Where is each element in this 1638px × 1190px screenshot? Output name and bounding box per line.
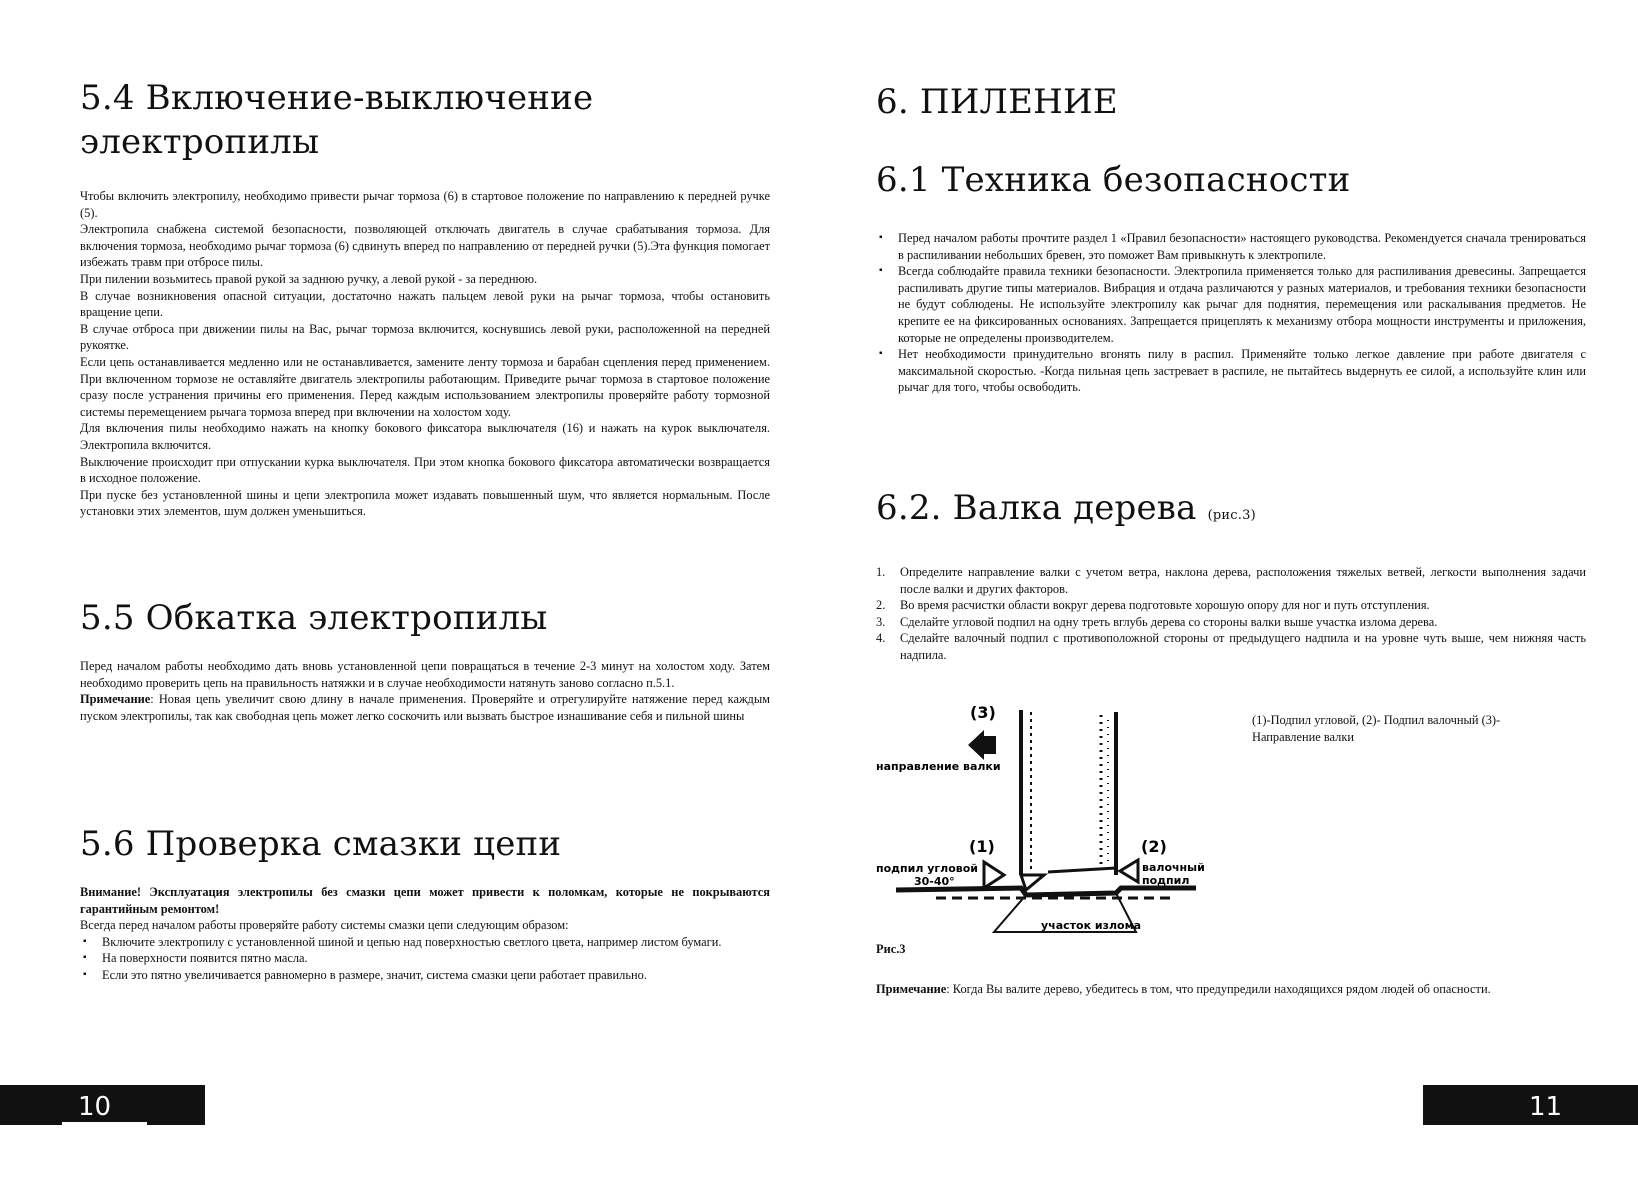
note-text: : Когда Вы валите дерево, убедитесь в том, что предупредили находящихся рядом людей об опасности.	[946, 982, 1491, 996]
section-6-1-title: 6.1 Техника безопасности	[876, 160, 1351, 200]
section-5-6	[80, 822, 770, 984]
angle-cut-label-1: подпил угловой	[876, 862, 978, 875]
page-number: 11	[1529, 1092, 1563, 1122]
paragraph: Для включения пилы необходимо нажать на кнопку бокового фиксатора выключателя (16) и нажать на курок выключателя. Электропила включится.	[80, 421, 770, 452]
right-page	[819, 0, 1638, 1190]
direction-label: направление валки	[876, 760, 1001, 773]
intro-text: Всегда перед началом работы проверяйте работу системы смазки цепи следующим образом:	[80, 918, 569, 933]
list-item: ▪ Перед началом работы прочтите раздел 1 «Правил безопасности» настоящего руководства. Рекомендуется сначала тренироваться в распиливании небольших бревен, это поможет Вам привыкнуть к электропиле.	[876, 230, 1586, 263]
paragraph: Если цепь останавливается медленно или не останавливается, замените ленту тормоза и барабан сцепления перед применением. При включенном тормозе не оставляйте двигатель электропилы работающим. Приведите рычаг тормоза в стартовое положение сразу после устранения причины его применения. Перед каждым использованием электропилы проверяйте работу тормозной системы перемещением рычага тормоза вперед при включении на холостом ходу.	[80, 354, 770, 419]
list-item: 3. Сделайте угловой подпил на одну треть вглубь дерева со стороны валки выше участка излома дерева.	[876, 614, 1438, 629]
section-6-2	[876, 486, 1586, 664]
figure-reference: (рис.3)	[1207, 508, 1256, 523]
section-5-5-body	[80, 658, 770, 724]
note-text: : Новая цепь увеличит свою длину в начале применения. Проверяйте и отрегулируйте натяжение перед каждым пуском электропилы, так как свободная цепь может легко соскочить или вызвать быстрое изнашивание себя и пильной шины	[80, 692, 770, 723]
section-6-2-title: 6.2. Валка дерева (рис.3)	[876, 488, 1256, 528]
page-number-tab-left	[0, 1085, 205, 1125]
felling-cut-label-2: подпил	[1142, 874, 1190, 887]
list-item: ▪ Всегда соблюдайте правила техники безопасности. Электропила применяется только для распиливания древесины. Запрещается распиливать другие типы материалов. Вибрация и отдача различаются у разных материалов, и требования техники безопасности не будут соблюдены. Не используйте электропилу как рычаг для поднятия, перемещения или раскалывания предметов. Не крепите ее на фиксированных основаниях. Запрещается прицеплять к механизму отбора мощности инструменты и приложения, которые не определены производителем.	[876, 263, 1586, 346]
angle-cut-arrow-icon	[984, 862, 1004, 888]
paragraph: В случае отброса при движении пилы на Вас, рычаг тормоза включится, коснувшись левой руки, расположенной на передней рукоятке.	[80, 321, 770, 353]
paragraph: В случае возникновения опасной ситуации, достаточно нажать пальцем левой руки на рычаг тормоза, чтобы остановить вращение цепи.	[80, 288, 770, 320]
page-number: 10	[78, 1092, 112, 1122]
break-zone-label: участок излома	[1041, 919, 1142, 932]
section-5-4-title-line2: электропилы	[80, 122, 320, 162]
bullet-list	[80, 934, 770, 984]
section-5-5-title: 5.5 Обкатка электропилы	[80, 598, 548, 638]
direction-arrow-icon	[968, 730, 984, 760]
angle-cut-label-2: 30-40°	[914, 875, 955, 888]
figure-caption: Рис.3	[876, 942, 906, 956]
note-paragraph	[80, 691, 770, 724]
section-5-6-title: 5.6 Проверка смазки цепи	[80, 824, 562, 864]
paragraph: Чтобы включить электропилу, необходимо привести рычаг тормоза (6) в стартовое положение по направлению к передней ручке (5).	[80, 189, 770, 220]
list-item: ▪ Нет необходимости принудительно вгонять пилу в распил. Применяйте только легкое давление при работе двигателя с максимальной скоростью. -Когда пильная цепь застревает в распиле, не пытайтесь выдернуть ее силой, а используйте клин или рычаг для того, чтобы освободить.	[876, 346, 1586, 396]
section-5-4-title	[80, 76, 770, 164]
section-5-4-body	[80, 188, 770, 520]
bullet-list	[876, 230, 1586, 396]
label-1: (1)	[969, 837, 995, 856]
list-item: ▪ Включите электропилу с установленной шиной и цепью над поверхностью светлого цвета, например листом бумаги.	[80, 934, 770, 951]
label-3: (3)	[970, 703, 996, 722]
angle-cut-shape	[1021, 875, 1044, 890]
page-number-tab-right	[1423, 1085, 1638, 1125]
felling-diagram	[876, 700, 1216, 940]
page-number-underline	[62, 1122, 147, 1125]
list-item: ▪ Если это пятно увеличивается равномерно в размере, значит, система смазки цепи работает правильно.	[80, 967, 770, 984]
section-5-6-body	[80, 884, 770, 984]
list-item: 1. Определите направление валки с учетом ветра, наклона дерева, расположения тяжелых ветвей, легкости выполнения задачи после валки и других факторов.	[876, 565, 1586, 596]
paragraph: Электропила снабжена системой безопасности, позволяющей отключать двигатель в случае срабатывания тормоза. Для включения тормоза, необходимо рычаг тормоза (6) сдвинуть вперед по направлению от передней ручки (5).Эта функция помогает избежать травм при отбросе пилы.	[80, 222, 770, 270]
paragraph: Выключение происходит при отпускании курка выключателя. При этом кнопка бокового фиксатора автоматически возвращается в исходное положение.	[80, 454, 770, 486]
paragraph: Перед началом работы необходимо дать вновь установленной цепи повращаться в течение 2-3 минут на холостом ходу. Затем необходимо проверить цепь на правильность натяжки и в случае необходимости натянуть заново согласно п.5.1.	[80, 659, 770, 690]
note-paragraph	[876, 981, 1586, 998]
felling-cut-line	[1048, 868, 1116, 872]
section-6-1	[876, 158, 1586, 396]
label-2: (2)	[1141, 837, 1167, 856]
direction-arrow-shaft	[982, 736, 996, 754]
list-item: 4. Сделайте валочный подпил с противоположной стороны от предыдущего надпила и на уровне чуть выше, чем нижняя часть надпила.	[876, 631, 1586, 662]
paragraph: При пилении возьмитесь правой рукой за заднюю ручку, а левой рукой - за переднюю.	[80, 271, 538, 286]
note-label: Примечание	[876, 982, 947, 996]
felling-cut-label-1: валочный	[1142, 861, 1205, 874]
section-5-4	[80, 76, 770, 520]
numbered-list	[876, 564, 1586, 664]
note-label: Примечание	[80, 692, 151, 707]
warning-text: Внимание! Эксплуатация электропилы без смазки цепи может привести к поломкам, которые не покрываются гарантийным ремонтом!	[80, 885, 770, 916]
figure-legend: (1)-Подпил угловой, (2)- Подпил валочный (3)- Направление валки	[1252, 713, 1501, 744]
list-item: 2. Во время расчистки области вокруг дерева подготовьте хорошую опору для ног и путь отступления.	[876, 598, 1430, 613]
section-5-5	[80, 596, 770, 724]
section-5-4-title-line1: 5.4 Включение-выключение	[80, 78, 594, 118]
list-item: ▪ На поверхности появится пятно масла.	[80, 950, 770, 967]
chapter-title: 6. ПИЛЕНИЕ	[876, 82, 1118, 122]
paragraph: При пуске без установленной шины и цепи электропила может издавать повышенный шум, что является нормальным. После установки этих элементов, шум должен уменьшиться.	[80, 487, 770, 519]
felling-cut-arrow-icon	[1120, 860, 1138, 882]
